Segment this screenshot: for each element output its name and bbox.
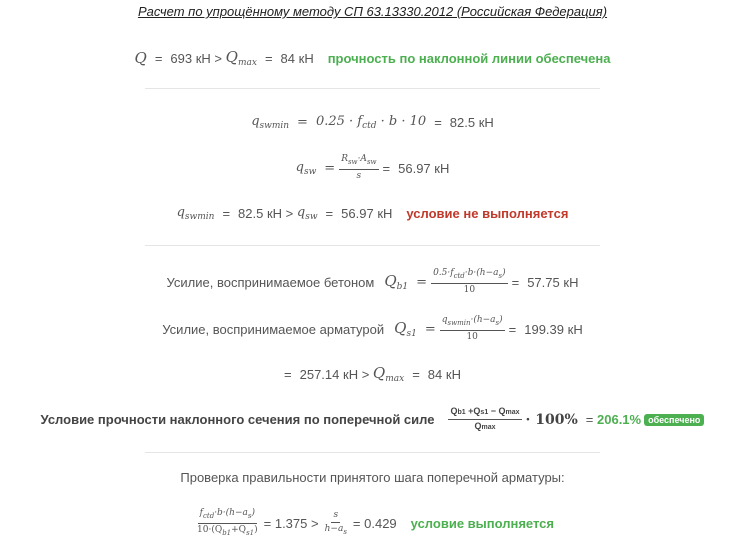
unit: кН [567,321,583,337]
status-badge: обеспечено [644,414,704,426]
qs1-label: Усилие, воспринимаемое арматурой [162,321,385,337]
qb1-symbol: $Q_{b1}$ [384,272,409,292]
qswmin-value: 82.5 [238,206,264,221]
qsw-fraction: $\frac{R_{sw}\cdot A_{sw}}{s}$ [341,154,377,181]
step-check-heading [0,470,745,485]
qswmin-row: $q_{swmin}$ = $0.25 \cdot f_{ctd} \cdot b \cdot 10$ = 82.5 кН [251,114,494,131]
qmax-symbol: $Q_{max}$ [372,364,405,384]
qswmin-value: 82.5 [449,115,476,130]
qsw-value: 56.97 [341,206,374,221]
qb1-label: Усилие, воспринимаемое бетоном [166,274,375,290]
qsw-symbol: $q_{sw}$ [296,205,318,222]
q-value: 693 [170,50,193,66]
qmax-value: 84 [280,50,295,66]
unit: кН [343,366,359,382]
qsw-row: $q_{sw}$ = $\frac{R_{sw}\cdot A_{sw}}{s}$ = 56.97 кН [295,154,450,181]
sum-value: 257.14 [299,366,340,382]
qb1-fraction: $\frac{0.5\cdot f_{ctd}\cdot b\cdot(h-a_s)}{10}$ [433,268,506,295]
percent-factor: · 100% [525,411,578,428]
step-status: условие выполняется [410,516,554,531]
shear-check-row: Q = 693 кН > $Q_{max}$ = 84 кН прочность по наклонной линии обеспечена [134,48,611,68]
qs1-row: Усилие, воспринимаемое арматурой $Q_{s1}$ = $\frac{q_{swmin}\cdot(h-a_s)}{10}$ = 199.39 кН [162,315,583,342]
qmax-unit: кН [298,50,314,66]
shear-status: прочность по наклонной линии обеспечена [327,50,611,66]
step-check-row: $\frac{f_{ctd}\cdot b\cdot(h-a_s)}{10\cdot(Q_{b1}+Q_{s1})}$ = 1.375 > $\frac{s}{h-a_s}$ = 0.429 условие выполняется [197,508,554,537]
qsw-compare-row: $q_{swmin}$ = 82.5 кН > $q_{sw}$ = 56.97 кН условие не выполняется [176,205,569,222]
qs1-value: 199.39 [524,321,564,337]
qsw-symbol: $q_{sw}$ [295,159,317,177]
qmax-value: 84 [427,366,443,382]
unit: кН [266,206,283,221]
step-check-label: Проверка правильности принятого шага поперечной арматуры: [180,470,565,485]
step-rhs-fraction: $\frac{s}{h-a_s}$ [324,509,347,536]
divider [145,245,600,246]
qsw-status: условие не выполняется [406,206,569,221]
qswmin-symbol: $q_{swmin}$ [251,114,290,131]
qmax-symbol: $Q_{max}$ [225,48,257,68]
strength-fraction: $\frac{Qb1 +Qs1 - Qmax}{Qmax}$ [450,406,520,431]
step-lhs-fraction: $\frac{f_{ctd}\cdot b\cdot(h-a_s)}{10\cdot(Q_{b1}+Q_{s1})}$ [197,508,258,537]
page-title: Расчет по упрощённому методу СП 63.13330.2012 (Российская Федерация) [137,4,608,19]
qswmin-symbol: $q_{swmin}$ [176,205,215,222]
q-symbol: Q [134,49,147,67]
qs1-fraction: $\frac{q_{swmin}\cdot(h-a_s)}{10}$ [441,315,503,342]
unit: кН [563,274,579,290]
unit: кН [434,160,450,176]
qb1-row: Усилие, воспринимаемое бетоном $Q_{b1}$ = $\frac{0.5\cdot f_{ctd}\cdot b\cdot(h-a_s)}{10}$ = 57.75 кН [166,268,579,295]
q-unit: кН [195,50,211,66]
qb1-value: 57.75 [527,274,560,290]
unit: кН [377,206,393,221]
qswmin-expression: $0.25 \cdot f_{ctd} \cdot b \cdot 10$ [315,114,427,131]
divider [145,452,600,453]
strength-value: 206.1% [597,412,642,427]
qsw-value: 56.97 [398,160,431,176]
unit: кН [445,366,461,382]
step-rhs-value: 0.429 [364,516,397,531]
strength-label: Условие прочности наклонного сечения по поперечной силе [40,412,435,427]
unit: кН [478,115,494,130]
strength-condition-row: Условие прочности наклонного сечения по поперечной силе $\frac{Qb1 +Qs1 - Qmax}{Qmax}$ · 100% = 206.1% обеспечено [0,406,745,433]
sum-row: = 257.14 кН > $Q_{max}$ = 84 кН [284,364,461,384]
step-lhs-value: 1.375 [274,516,308,531]
qs1-symbol: $Q_{s1}$ [394,319,417,339]
divider [145,88,600,89]
